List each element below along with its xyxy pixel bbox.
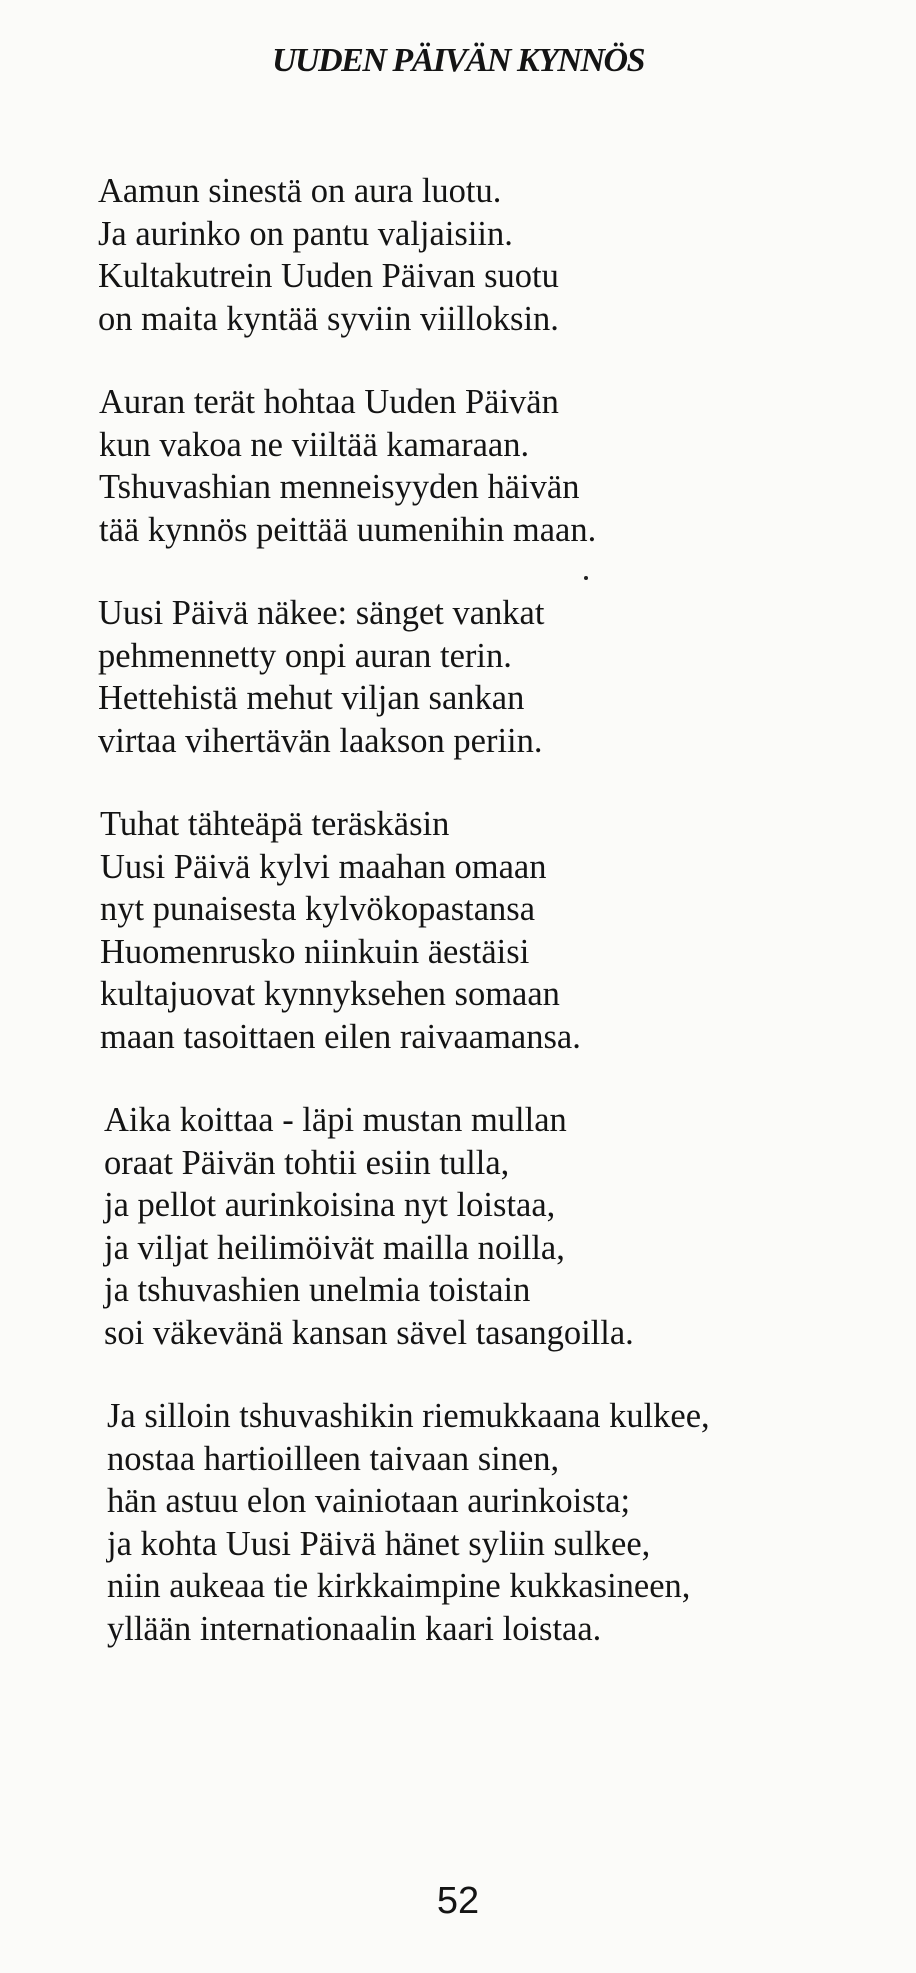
poem-line: tää kynnös peittää uumenihin maan.	[99, 510, 597, 549]
stanza	[98, 170, 898, 340]
poem-line: hän astuu elon vainiotaan aurinkoista;	[107, 1482, 631, 1520]
poem-line: nyt punaisesta kylvökopastansa	[100, 890, 536, 928]
stanza	[104, 1099, 898, 1354]
poem-line: ja viljat heilimöivät mailla noilla,	[104, 1228, 565, 1267]
poem-line: kun vakoa ne viiltää kamaraan.	[99, 425, 530, 464]
poem-line: Auran terät hohtaa Uuden Päivän	[99, 383, 559, 421]
print-speck	[584, 576, 588, 580]
page-number: 52	[436, 1880, 480, 1922]
poem-line: soi väkevänä kansan sävel tasangoilla.	[104, 1313, 634, 1352]
poem-body	[98, 170, 898, 1650]
poem-line: Uusi Päivä kylvi maahan omaan	[100, 847, 547, 886]
poem-line: Ja aurinko on pantu valjaisiin.	[98, 214, 513, 253]
poem-line: Tuhat tähteäpä teräskäsin	[100, 805, 450, 843]
poem-line: nostaa hartioilleen taivaan sinen,	[107, 1439, 560, 1478]
poem-line: Huomenrusko niinkuin äestäisi	[100, 932, 530, 971]
poem-line: virtaa vihertävän laakson periin.	[98, 721, 543, 760]
poem-title: UUDEN PÄIVÄN KYNNÖS	[272, 42, 644, 79]
poem-line: maan tasoittaen eilen raivaamansa.	[100, 1017, 581, 1056]
poem-line: Aamun sinestä on aura luotu.	[98, 172, 502, 210]
poem-line: oraat Päivän tohtii esiin tulla,	[104, 1143, 510, 1182]
poem-line: Tshuvashian menneisyyden häivän	[99, 468, 580, 506]
poem-line: Ja silloin tshuvashikin riemukkaana kulkee,	[107, 1397, 710, 1435]
poem-line: kultajuovat kynnyksehen somaan	[100, 975, 560, 1013]
poem-line: Hettehistä mehut viljan sankan	[98, 679, 525, 717]
poem-line: niin aukeaa tie kirkkaimpine kukkasineen,	[107, 1567, 691, 1605]
poem-line: yllään internationaalin kaari loistaa.	[107, 1609, 602, 1648]
stanza	[100, 803, 898, 1058]
stanza	[99, 381, 898, 551]
poem-line: on maita kyntää syviin viilloksin.	[98, 299, 559, 338]
stanza	[107, 1395, 898, 1650]
poem-line: ja pellot aurinkoisina nyt loistaa,	[104, 1186, 556, 1224]
poem-line: Uusi Päivä näkee: sänget vankat	[98, 594, 545, 632]
stanza	[98, 592, 898, 762]
poem-line: pehmennetty onpi auran terin.	[98, 636, 512, 675]
poem-line: Aika koittaa - läpi mustan mullan	[104, 1101, 567, 1139]
poem-line: Kultakutrein Uuden Päivan suotu	[98, 257, 559, 295]
poem-line: ja tshuvashien unelmia toistain	[104, 1271, 531, 1309]
poem-line: ja kohta Uusi Päivä hänet syliin sulkee,	[107, 1524, 651, 1563]
